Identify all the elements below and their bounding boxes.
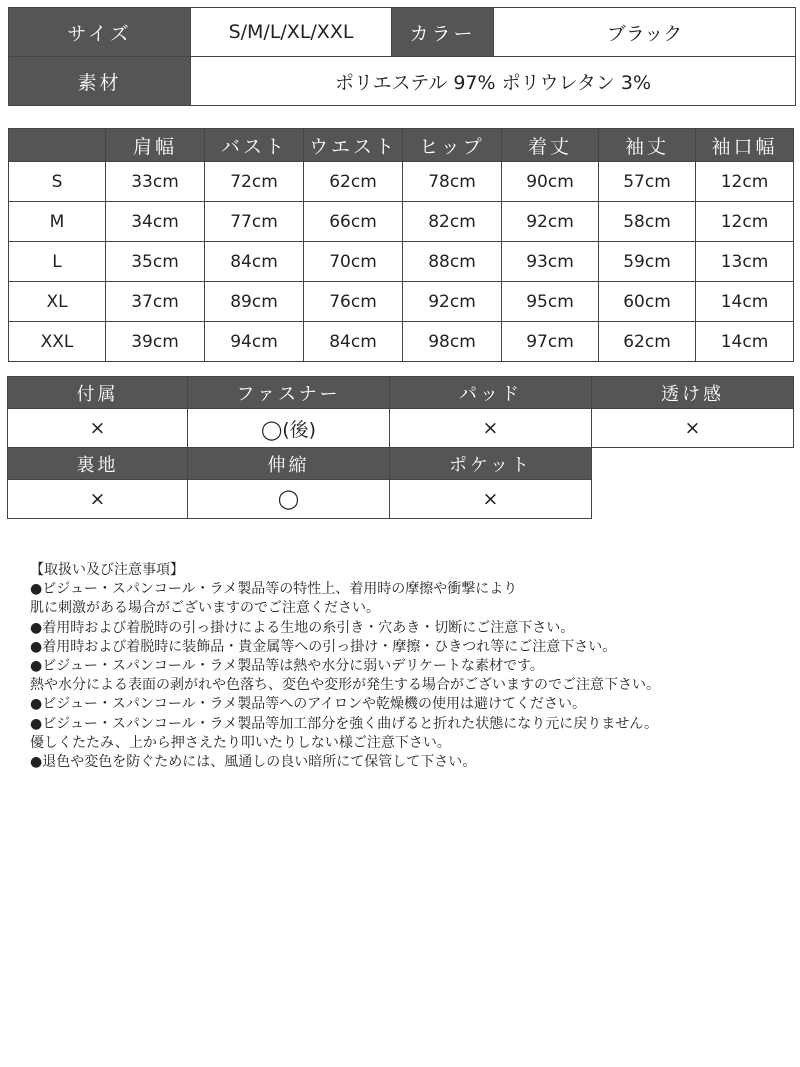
sheerness-label: 透け感	[592, 377, 794, 409]
column-header: 袖丈	[599, 129, 696, 162]
measure-cell: 97cm	[502, 322, 599, 362]
table-row	[9, 162, 794, 202]
size-label: サイズ	[9, 8, 191, 57]
fastener-label: ファスナー	[188, 377, 390, 409]
note-line: 熱や水分による表面の剥がれや色落ち、変色や変形が発生する場合がございますのでご注意下さい。	[30, 677, 660, 694]
color-label: カラー	[392, 8, 494, 57]
measure-cell: 70cm	[304, 242, 403, 282]
measure-cell: 59cm	[599, 242, 696, 282]
measure-cell: 58cm	[599, 202, 696, 242]
care-notes	[30, 561, 790, 772]
column-header: バスト	[205, 129, 304, 162]
note-line: ●着用時および着脱時に装飾品・貴金属等への引っ掛け・摩擦・ひきつれ等にご注意下さい。	[30, 638, 617, 655]
stretch-label: 伸縮	[188, 448, 390, 480]
empty-cell	[592, 480, 794, 519]
stretch-value: ◯	[188, 480, 390, 519]
pad-label: パッド	[390, 377, 592, 409]
size-chart-table	[8, 128, 794, 362]
measure-cell: 13cm	[696, 242, 794, 282]
features-value-row	[8, 480, 794, 519]
table-row	[9, 322, 794, 362]
measure-cell: 98cm	[403, 322, 502, 362]
measure-cell: 78cm	[403, 162, 502, 202]
measure-cell: 77cm	[205, 202, 304, 242]
note-line: ●退色や変色を防ぐためには、風通しの良い暗所にて保管して下さい。	[30, 754, 477, 771]
note-line: ●ビジュー・スパンコール・ラメ製品等加工部分を強く曲げると折れた状態になり元に戻りません。	[30, 715, 659, 732]
measure-cell: 94cm	[205, 322, 304, 362]
measure-cell: 57cm	[599, 162, 696, 202]
fastener-value: ◯(後)	[188, 409, 390, 448]
measure-cell: 34cm	[106, 202, 205, 242]
lining-value: ×	[8, 480, 188, 519]
info-row-material	[9, 57, 796, 106]
note-line: ●ビジュー・スパンコール・ラメ製品等へのアイロンや乾燥機の使用は避けてください。	[30, 696, 586, 713]
measure-cell: 88cm	[403, 242, 502, 282]
column-header	[9, 129, 106, 162]
measure-cell: 93cm	[502, 242, 599, 282]
size-cell: L	[9, 242, 106, 282]
column-header: 肩幅	[106, 129, 205, 162]
material-value: ポリエステル 97% ポリウレタン 3%	[191, 57, 796, 106]
measure-cell: 89cm	[205, 282, 304, 322]
measure-cell: 82cm	[403, 202, 502, 242]
size-cell: XXL	[9, 322, 106, 362]
size-value: S/M/L/XL/XXL	[191, 8, 392, 57]
table-row	[9, 202, 794, 242]
table-row	[9, 282, 794, 322]
measure-cell: 14cm	[696, 282, 794, 322]
pocket-value: ×	[390, 480, 592, 519]
measure-cell: 72cm	[205, 162, 304, 202]
measure-cell: 95cm	[502, 282, 599, 322]
notes-heading: 【取扱い及び注意事項】	[30, 562, 184, 578]
accessory-label: 付属	[8, 377, 188, 409]
measure-cell: 12cm	[696, 162, 794, 202]
measure-cell: 76cm	[304, 282, 403, 322]
empty-cell	[592, 448, 794, 480]
note-line: ●ビジュー・スパンコール・ラメ製品等は熱や水分に弱いデリケートな素材です。	[30, 658, 544, 675]
features-value-row	[8, 409, 794, 448]
column-header: ウエスト	[304, 129, 403, 162]
note-line: ●ビジュー・スパンコール・ラメ製品等の特性上、着用時の摩擦や衝撃により	[30, 581, 518, 598]
column-header: ヒップ	[403, 129, 502, 162]
measure-cell: 12cm	[696, 202, 794, 242]
measure-cell: 92cm	[502, 202, 599, 242]
pad-value: ×	[390, 409, 592, 448]
measure-cell: 60cm	[599, 282, 696, 322]
measure-cell: 84cm	[205, 242, 304, 282]
size-cell: S	[9, 162, 106, 202]
accessory-value: ×	[8, 409, 188, 448]
info-row-size-color	[9, 8, 796, 57]
features-header-row	[8, 377, 794, 409]
lining-label: 裏地	[8, 448, 188, 480]
measure-cell: 35cm	[106, 242, 205, 282]
note-line: 優しくたたみ、上から押さえたり叩いたりしない様ご注意下さい。	[30, 734, 451, 751]
color-value: ブラック	[494, 8, 796, 57]
measure-cell: 84cm	[304, 322, 403, 362]
size-chart-header-row	[9, 129, 794, 162]
table-row	[9, 242, 794, 282]
sheerness-value: ×	[592, 409, 794, 448]
note-line: 肌に刺激がある場合がございますのでご注意ください。	[30, 600, 380, 617]
column-header: 着丈	[502, 129, 599, 162]
features-table	[7, 376, 794, 519]
measure-cell: 14cm	[696, 322, 794, 362]
measure-cell: 90cm	[502, 162, 599, 202]
size-cell: XL	[9, 282, 106, 322]
measure-cell: 39cm	[106, 322, 205, 362]
measure-cell: 92cm	[403, 282, 502, 322]
measure-cell: 33cm	[106, 162, 205, 202]
features-header-row	[8, 448, 794, 480]
size-cell: M	[9, 202, 106, 242]
measure-cell: 37cm	[106, 282, 205, 322]
product-info-table	[8, 7, 796, 106]
measure-cell: 62cm	[599, 322, 696, 362]
material-label: 素材	[9, 57, 191, 106]
measure-cell: 62cm	[304, 162, 403, 202]
note-line: ●着用時および着脱時の引っ掛けによる生地の糸引き・穴あき・切断にご注意下さい。	[30, 619, 575, 636]
measure-cell: 66cm	[304, 202, 403, 242]
column-header: 袖口幅	[696, 129, 794, 162]
pocket-label: ポケット	[390, 448, 592, 480]
